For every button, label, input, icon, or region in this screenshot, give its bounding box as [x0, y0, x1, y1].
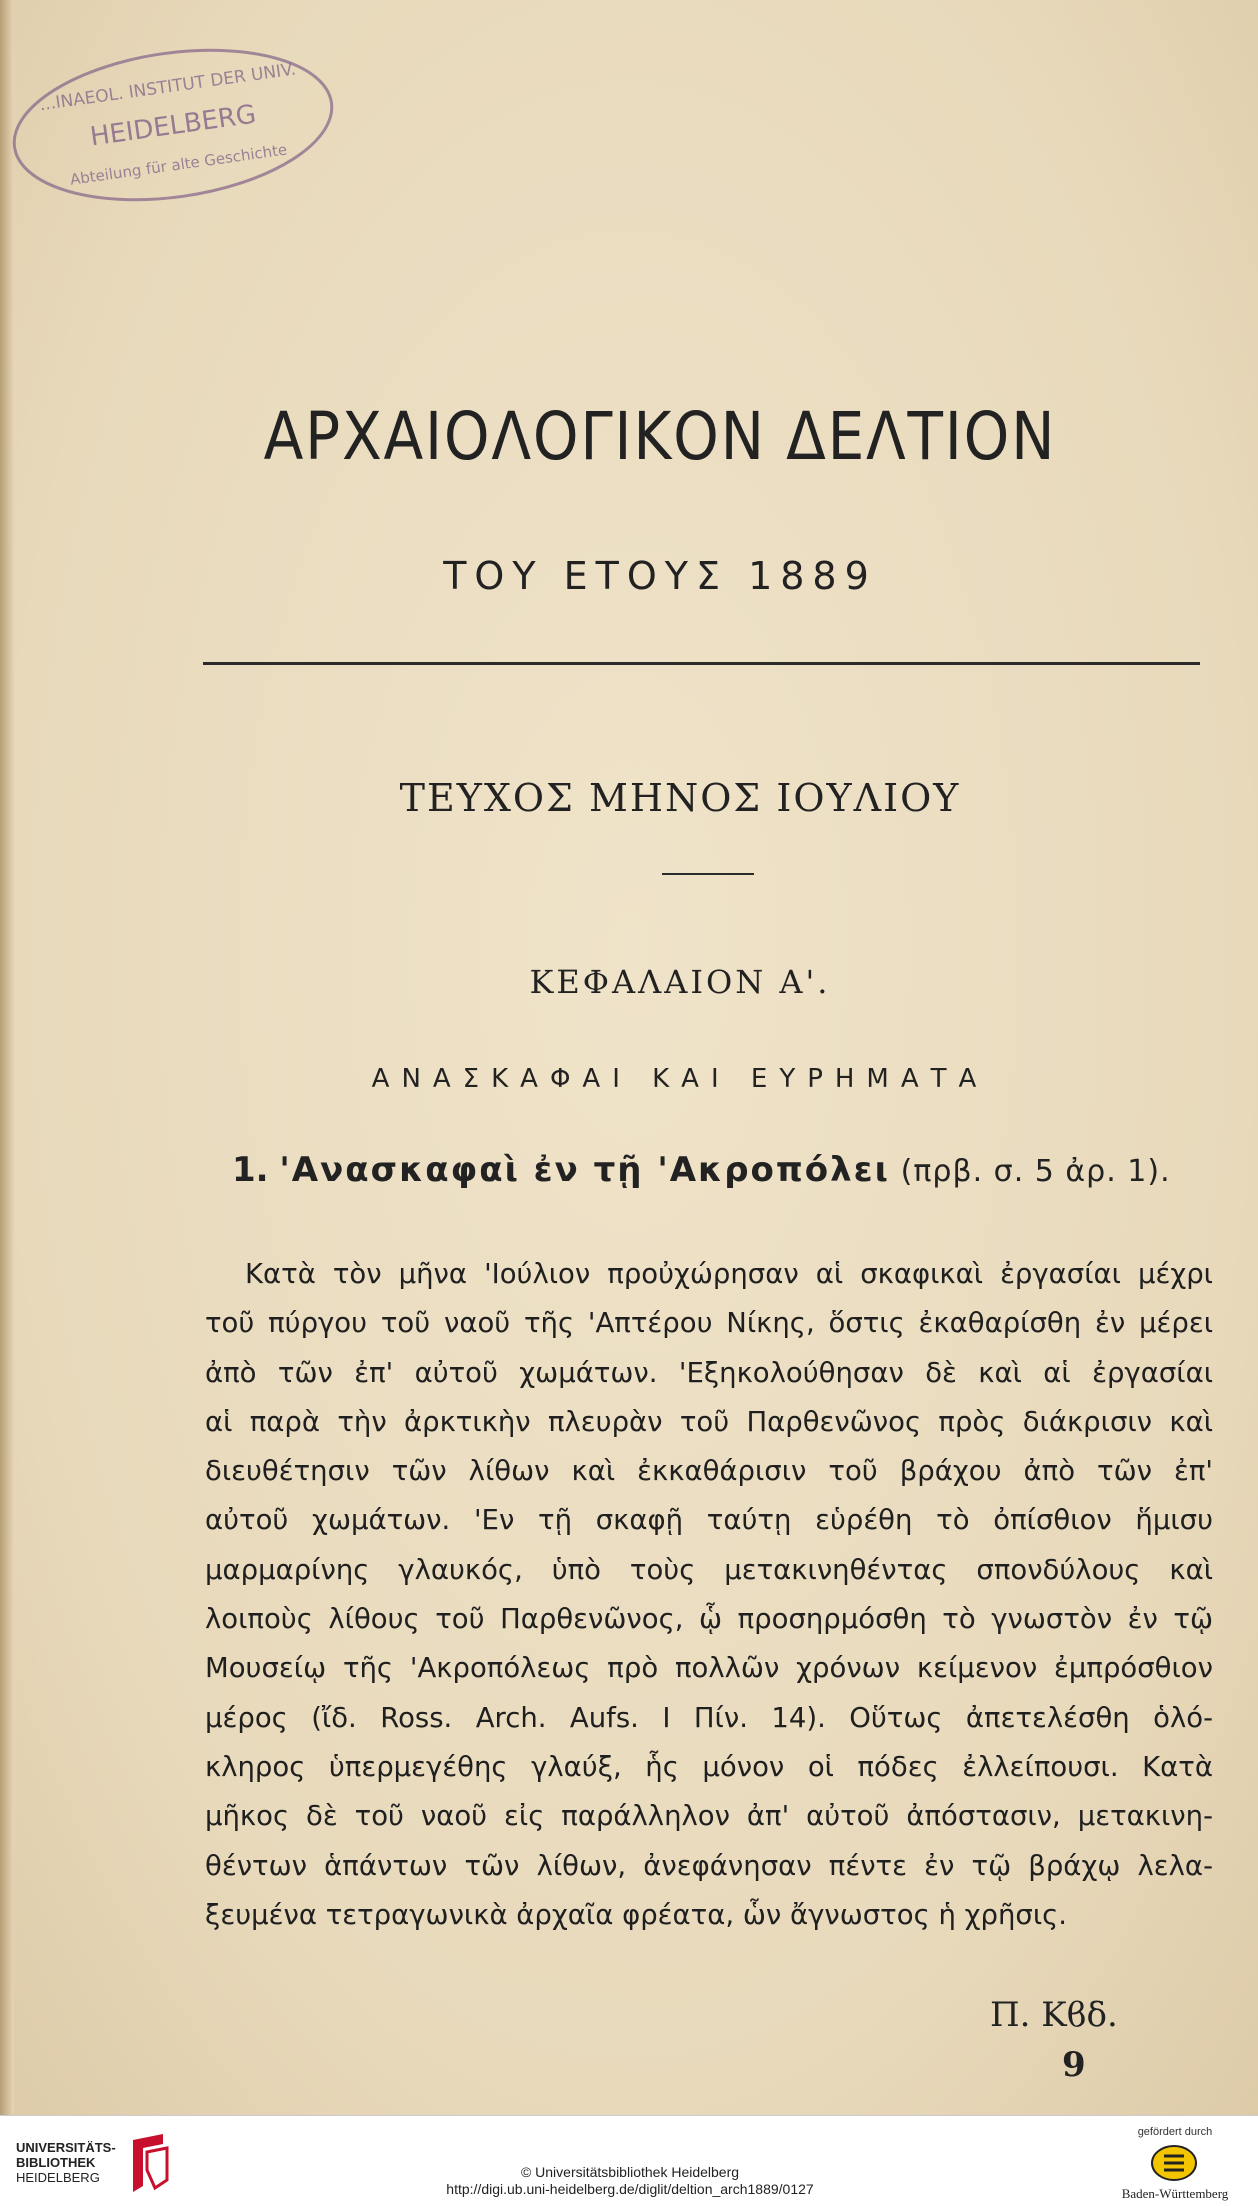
baden-wuerttemberg-crest-icon[interactable]: [1150, 2144, 1198, 2182]
body-line: Κατὰ τὸν μῆνα 'Ιούλιον προὐχώρησαν αἱ σκαφικαὶ ἐργασίαι μέχρι: [245, 1258, 1213, 1290]
body-line: ἀπὸ τῶν ἐπ' αὐτοῦ χωμάτων. 'Εξηκολούθησαν δὲ καὶ αἱ ἐργασίαι: [205, 1356, 1213, 1389]
body-line: διευθέτησιν τῶν λίθων καὶ ἐκκαθάρισιν τοῦ βράχου ἀπὸ τῶν ἐπ': [205, 1455, 1213, 1488]
item-number: 1.: [232, 1150, 269, 1190]
body-line: θέντων ἁπάντων τῶν λίθων, ἀνεφάνησαν πέντε ἐν τῷ βράχῳ λελα-: [205, 1849, 1213, 1882]
body-line: μῆκος δὲ τοῦ ναοῦ εἰς παράλληλον ἀπ' αὐτοῦ ἀπόστασιν, μετακινη-: [205, 1800, 1213, 1833]
page-number: 9: [1062, 2045, 1086, 2085]
viewer-footer: [0, 2115, 1258, 2206]
permalink-url[interactable]: http://digi.ub.uni-heidelberg.de/diglit/deltion_arch1889/0127: [446, 2181, 814, 2197]
item-reference: (πρβ. σ. 5 ἀρ. 1).: [900, 1154, 1171, 1189]
library-name-line1: UNIVERSITÄTS-: [16, 2140, 116, 2155]
body-line: λοιποὺς λίθους τοῦ Παρθενῶνος, ᾧ προσηρμόσθη τὸ γνωστὸν ἐν τῷ: [205, 1603, 1213, 1636]
journal-title: ΑΡΧΑΙΟΛΟΓΙΚΟΝ ΔΕΛΤΙΟΝ: [263, 398, 1057, 475]
journal-year: ΤΟΥ ΕΤΟΥΣ 1889: [443, 554, 877, 598]
body-line: τοῦ πύργου τοῦ ναοῦ τῆς 'Απτέρου Νίκης, ὅστις ἐκαθαρίσθη ἐν μέρει: [205, 1307, 1213, 1340]
section-rule: [662, 873, 754, 875]
stamp-graphic: [8, 30, 338, 220]
body-line: αἱ παρὰ τὴν ἀρκτικὴν πλευρὰν τοῦ Παρθενῶνος πρὸς διάκρισιν καὶ: [205, 1405, 1213, 1438]
sponsor-name: Baden-Württemberg: [1121, 2186, 1229, 2201]
library-stamp: [8, 30, 338, 220]
library-logo-icon[interactable]: [125, 2130, 175, 2196]
item-heading: [232, 1150, 1212, 1190]
stamp-line1: ...INAEOL. INSTITUT DER UNIV.: [38, 59, 298, 116]
stamp-line3: Abteilung für alte Geschichte: [68, 140, 289, 189]
body-line: μέρος (ἴδ. Ross. Arch. Aufs. I Πίν. 14). Οὕτως ἀπετελέσθη ὁλό-: [205, 1701, 1213, 1734]
stamp-line2: HEIDELBERG: [88, 99, 258, 153]
chapter-heading: ΚΕΦΑΛΑΙΟΝ Α'.: [529, 963, 831, 1001]
page-gutter: [0, 0, 14, 2115]
library-name-line2: BIBLIOTHEK: [16, 2155, 96, 2170]
copyright-text: © Universitätsbibliothek Heidelberg: [520, 2164, 740, 2180]
body-line: Μουσείῳ τῆς 'Ακροπόλεως πρὸ πολλῶν χρόνων κείμενον ἐμπρόσθιον: [205, 1652, 1213, 1685]
copyright-block: [380, 2164, 880, 2198]
body-line: ξευμένα τετραγωνικὰ ἀρχαῖα φρέατα, ὧν ἄγνωστος ἡ χρῆσις.: [205, 1898, 1068, 1931]
body-line: μαρμαρίνης γλαυκός, ὑπὸ τοὺς μετακινηθέντας σπονδύλους καὶ: [205, 1553, 1213, 1586]
chapter-subheading: ΑΝΑΣΚΑΦΑΙ ΚΑΙ ΕΥΡΗΜΑΤΑ: [371, 1064, 989, 1094]
issue-title: ΤΕΥΧΟΣ ΜΗΝΟΣ ΙΟΥΛΙΟΥ: [399, 776, 961, 820]
sponsor-label: gefördert durch: [1137, 2126, 1213, 2138]
author-signature: Π. Κϐδ.: [990, 1995, 1118, 2035]
library-name-line3: HEIDELBERG: [16, 2170, 100, 2185]
body-paragraph: [205, 1250, 1213, 1940]
title-rule: [203, 662, 1200, 665]
body-line: κληρος ὑπερμεγέθης γλαύξ, ἧς μόνον οἱ πόδες ἐλλείπουσι. Κατὰ: [205, 1750, 1213, 1783]
item-title: 'Ανασκαφαὶ ἐν τῇ 'Ακροπόλει: [279, 1150, 890, 1190]
body-line: αὐτοῦ χωμάτων. 'Εν τῇ σκαφῇ ταύτῃ εὑρέθη τὸ ὀπίσθιον ἥμισυ: [205, 1504, 1213, 1537]
library-logo-text[interactable]: [16, 2140, 116, 2185]
